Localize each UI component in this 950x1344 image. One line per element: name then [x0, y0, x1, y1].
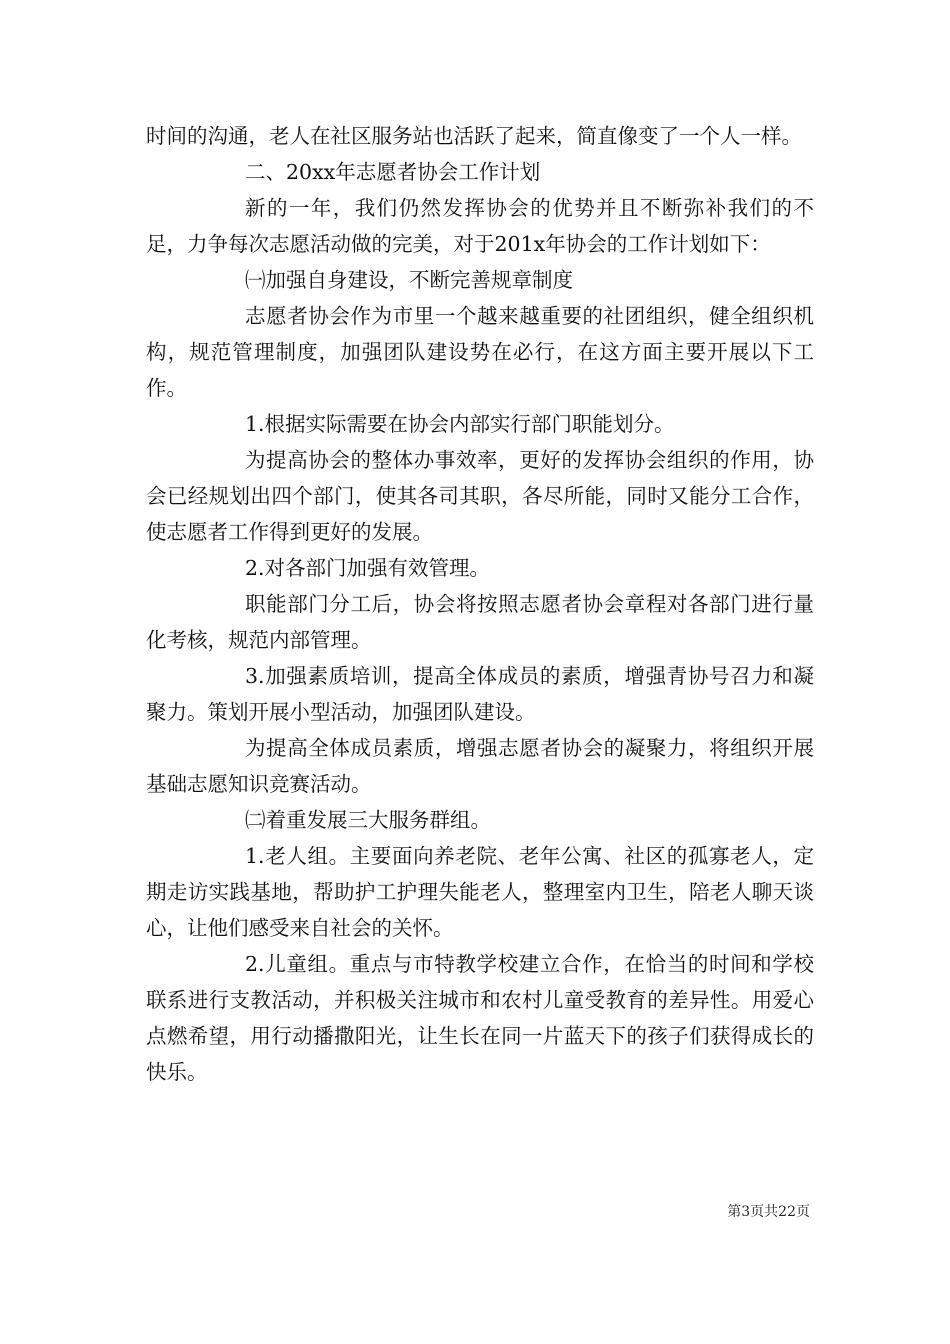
paragraph: 为提高协会的整体办事效率，更好的发挥协会组织的作用，协会已经规划出四个部门，使其各司其职，各尽所能，同时又能分工合作，使志愿者工作得到更好的发展。 [146, 448, 814, 544]
paragraph: 职能部门分工后，协会将按照志愿者协会章程对各部门进行量化考核，规范内部管理。 [146, 592, 814, 652]
subsection-heading-2: ㈡着重发展三大服务群组。 [245, 808, 491, 832]
paragraph: 志愿者协会作为市里一个越来越重要的社团组织，健全组织机构，规范管理制度，加强团队建设势在必行，在这方面主要开展以下工作。 [146, 304, 814, 400]
list-item: 1.老人组。主要面向养老院、老年公寓、社区的孤寡老人，定期走访实践基地，帮助护工护理失能老人，整理室内卫生，陪老人聊天谈心，让他们感受来自社会的关怀。 [146, 844, 814, 940]
subsection-heading-1: ㈠加强自身建设，不断完善规章制度 [245, 268, 573, 292]
list-item-heading: 1.根据实际需要在协会内部实行部门职能划分。 [245, 412, 675, 436]
list-item: 2.儿童组。重点与市特教学校建立合作，在恰当的时间和学校联系进行支教活动，并积极关注城市和农村儿童受教育的差异性。用爱心点燃希望，用行动播撒阳光，让生长在同一片蓝天下的孩子们获得成长的快乐。 [146, 952, 814, 1084]
document-body [146, 118, 814, 1090]
section-heading: 二、20xx年志愿者协会工作计划 [245, 160, 541, 184]
paragraph-intro: 新的一年，我们仍然发挥协会的优势并且不断弥补我们的不足，力争每次志愿活动做的完美，对于201x年协会的工作计划如下： [146, 196, 814, 256]
list-item-heading: 3.加强素质培训，提高全体成员的素质，增强青协号召力和凝聚力。策划开展小型活动，加强团队建设。 [146, 664, 814, 724]
paragraph-continuation: 时间的沟通，老人在社区服务站也活跃了起来，简直像变了一个人一样。 [146, 124, 802, 148]
page-number-footer: 第3页共22页 [727, 1204, 810, 1220]
list-item-heading: 2.对各部门加强有效管理。 [245, 556, 491, 580]
paragraph: 为提高全体成员素质，增强志愿者协会的凝聚力，将组织开展基础志愿知识竞赛活动。 [146, 736, 814, 796]
